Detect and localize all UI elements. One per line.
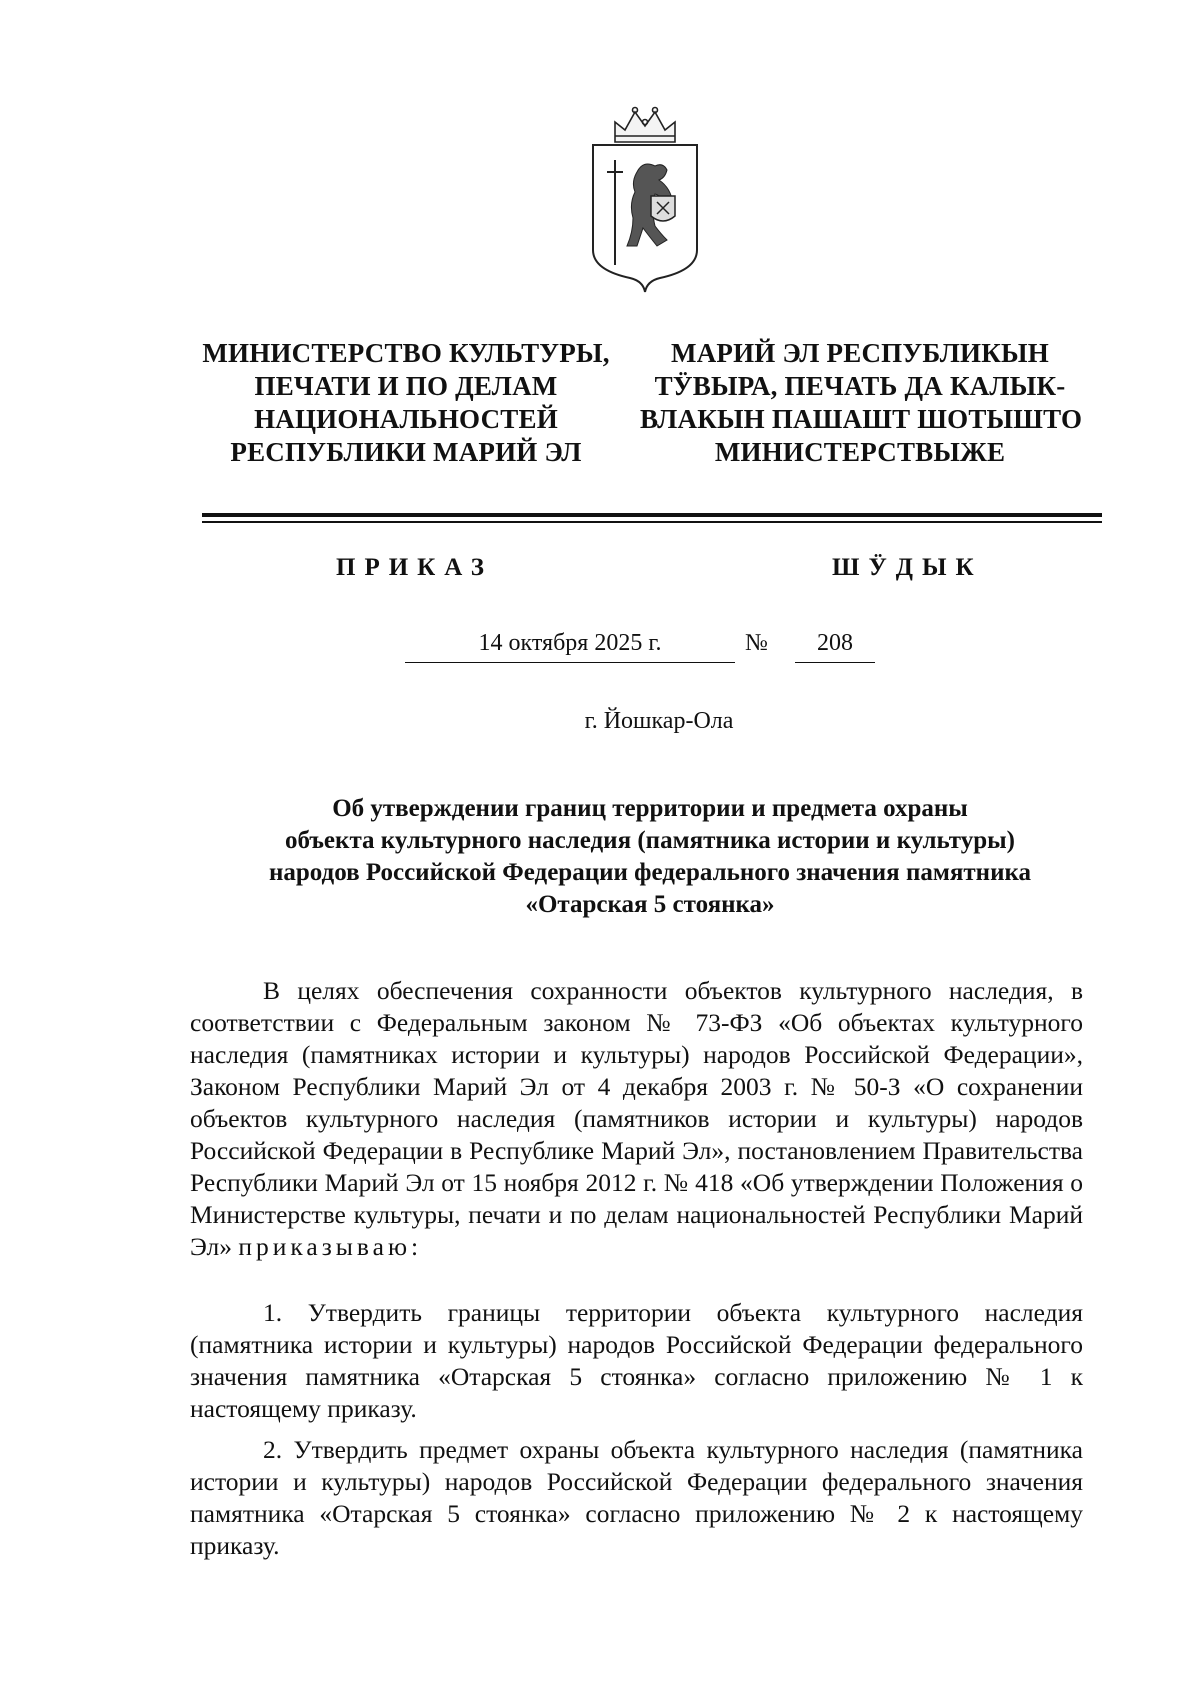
- header-divider-thin: [202, 521, 1102, 523]
- city: г. Йошкар-Ола: [584, 708, 734, 734]
- order-title-line: объекта культурного наследия (памятника истории и культуры): [284, 827, 1015, 854]
- order-title-line: Об утверждении границ территории и предмета охраны: [332, 795, 968, 822]
- ministry-name-ru-line: НАЦИОНАЛЬНОСТЕЙ: [254, 404, 558, 434]
- ministry-name-ru-line: ПЕЧАТИ И ПО ДЕЛАМ: [254, 371, 558, 401]
- ministry-name-mari-line: ВЛАКЫН ПАШАШТ ШОТЫШТО: [640, 404, 1083, 434]
- ministry-name-ru-line: МИНИСТЕРСТВО КУЛЬТУРЫ,: [202, 338, 610, 368]
- clause-2-paragraph: 2. Утвердить предмет охраны объекта культурного наследия (памятника истории и культуры) народов Российской Федерации федерального значения памятника «Отарская 5 стоянка» согласно приложению № 2 к настоящему приказу.: [190, 1435, 1083, 1560]
- order-title: [150, 793, 1150, 921]
- preamble-paragraph: [190, 975, 1083, 1263]
- header-divider-thick: [202, 513, 1102, 517]
- clause-1-paragraph: 1. Утвердить границы территории объекта культурного наследия (памятника истории и культуры) народов Российской Федерации федерального значения памятника «Отарская 5 стоянка» согласно приложению № 1 к настоящему приказу.: [190, 1298, 1083, 1423]
- number-sign: №: [745, 630, 768, 656]
- order-verb: приказываю:: [238, 1232, 423, 1261]
- order-date: 14 октября 2025 г.: [405, 630, 735, 663]
- doc-type-mari: ШӰДЫК: [832, 554, 983, 581]
- ministry-name-mari-line: МИНИСТЕРСТВЫЖЕ: [714, 437, 1006, 467]
- ministry-name-mari-line: МАРИЙ ЭЛ РЕСПУБЛИКЫН: [671, 338, 1049, 368]
- ministry-name-ru: [186, 337, 626, 469]
- order-number: 208: [795, 630, 875, 663]
- ministry-name-ru-line: РЕСПУБЛИКИ МАРИЙ ЭЛ: [230, 437, 582, 467]
- preamble-text: В целях обеспечения сохранности объектов культурного наследия, в соответствии с Федеральным законом № 73-ФЗ «Об объектах культурного наследия (памятниках истории и культуры) народов Российской Федерации», Законом Республики Марий Эл от 4 декабря 2003 г. № 50-З «О сохранении объектов культурного наследия (памятников истории и культуры) народов Российской Федерации в Республике Марий Эл», постановлением Правительства Республики Марий Эл от 15 ноября 2012 г. № 418 «Об утверждении Положения о Министерстве культуры, печати и по делам национальностей Республики Марий Эл»: [190, 976, 1083, 1261]
- ministry-name-mari: [640, 337, 1083, 469]
- order-title-line: «Отарская 5 стоянка»: [525, 891, 775, 918]
- coat-of-arms-icon: [585, 100, 705, 295]
- ministry-name-mari-line: ТӰВЫРА, ПЕЧАТЬ ДА КАЛЫК-: [654, 371, 1066, 401]
- doc-type-ru: ПРИКАЗ: [336, 554, 493, 581]
- order-title-line: народов Российской Федерации федерального значения памятника: [268, 859, 1032, 886]
